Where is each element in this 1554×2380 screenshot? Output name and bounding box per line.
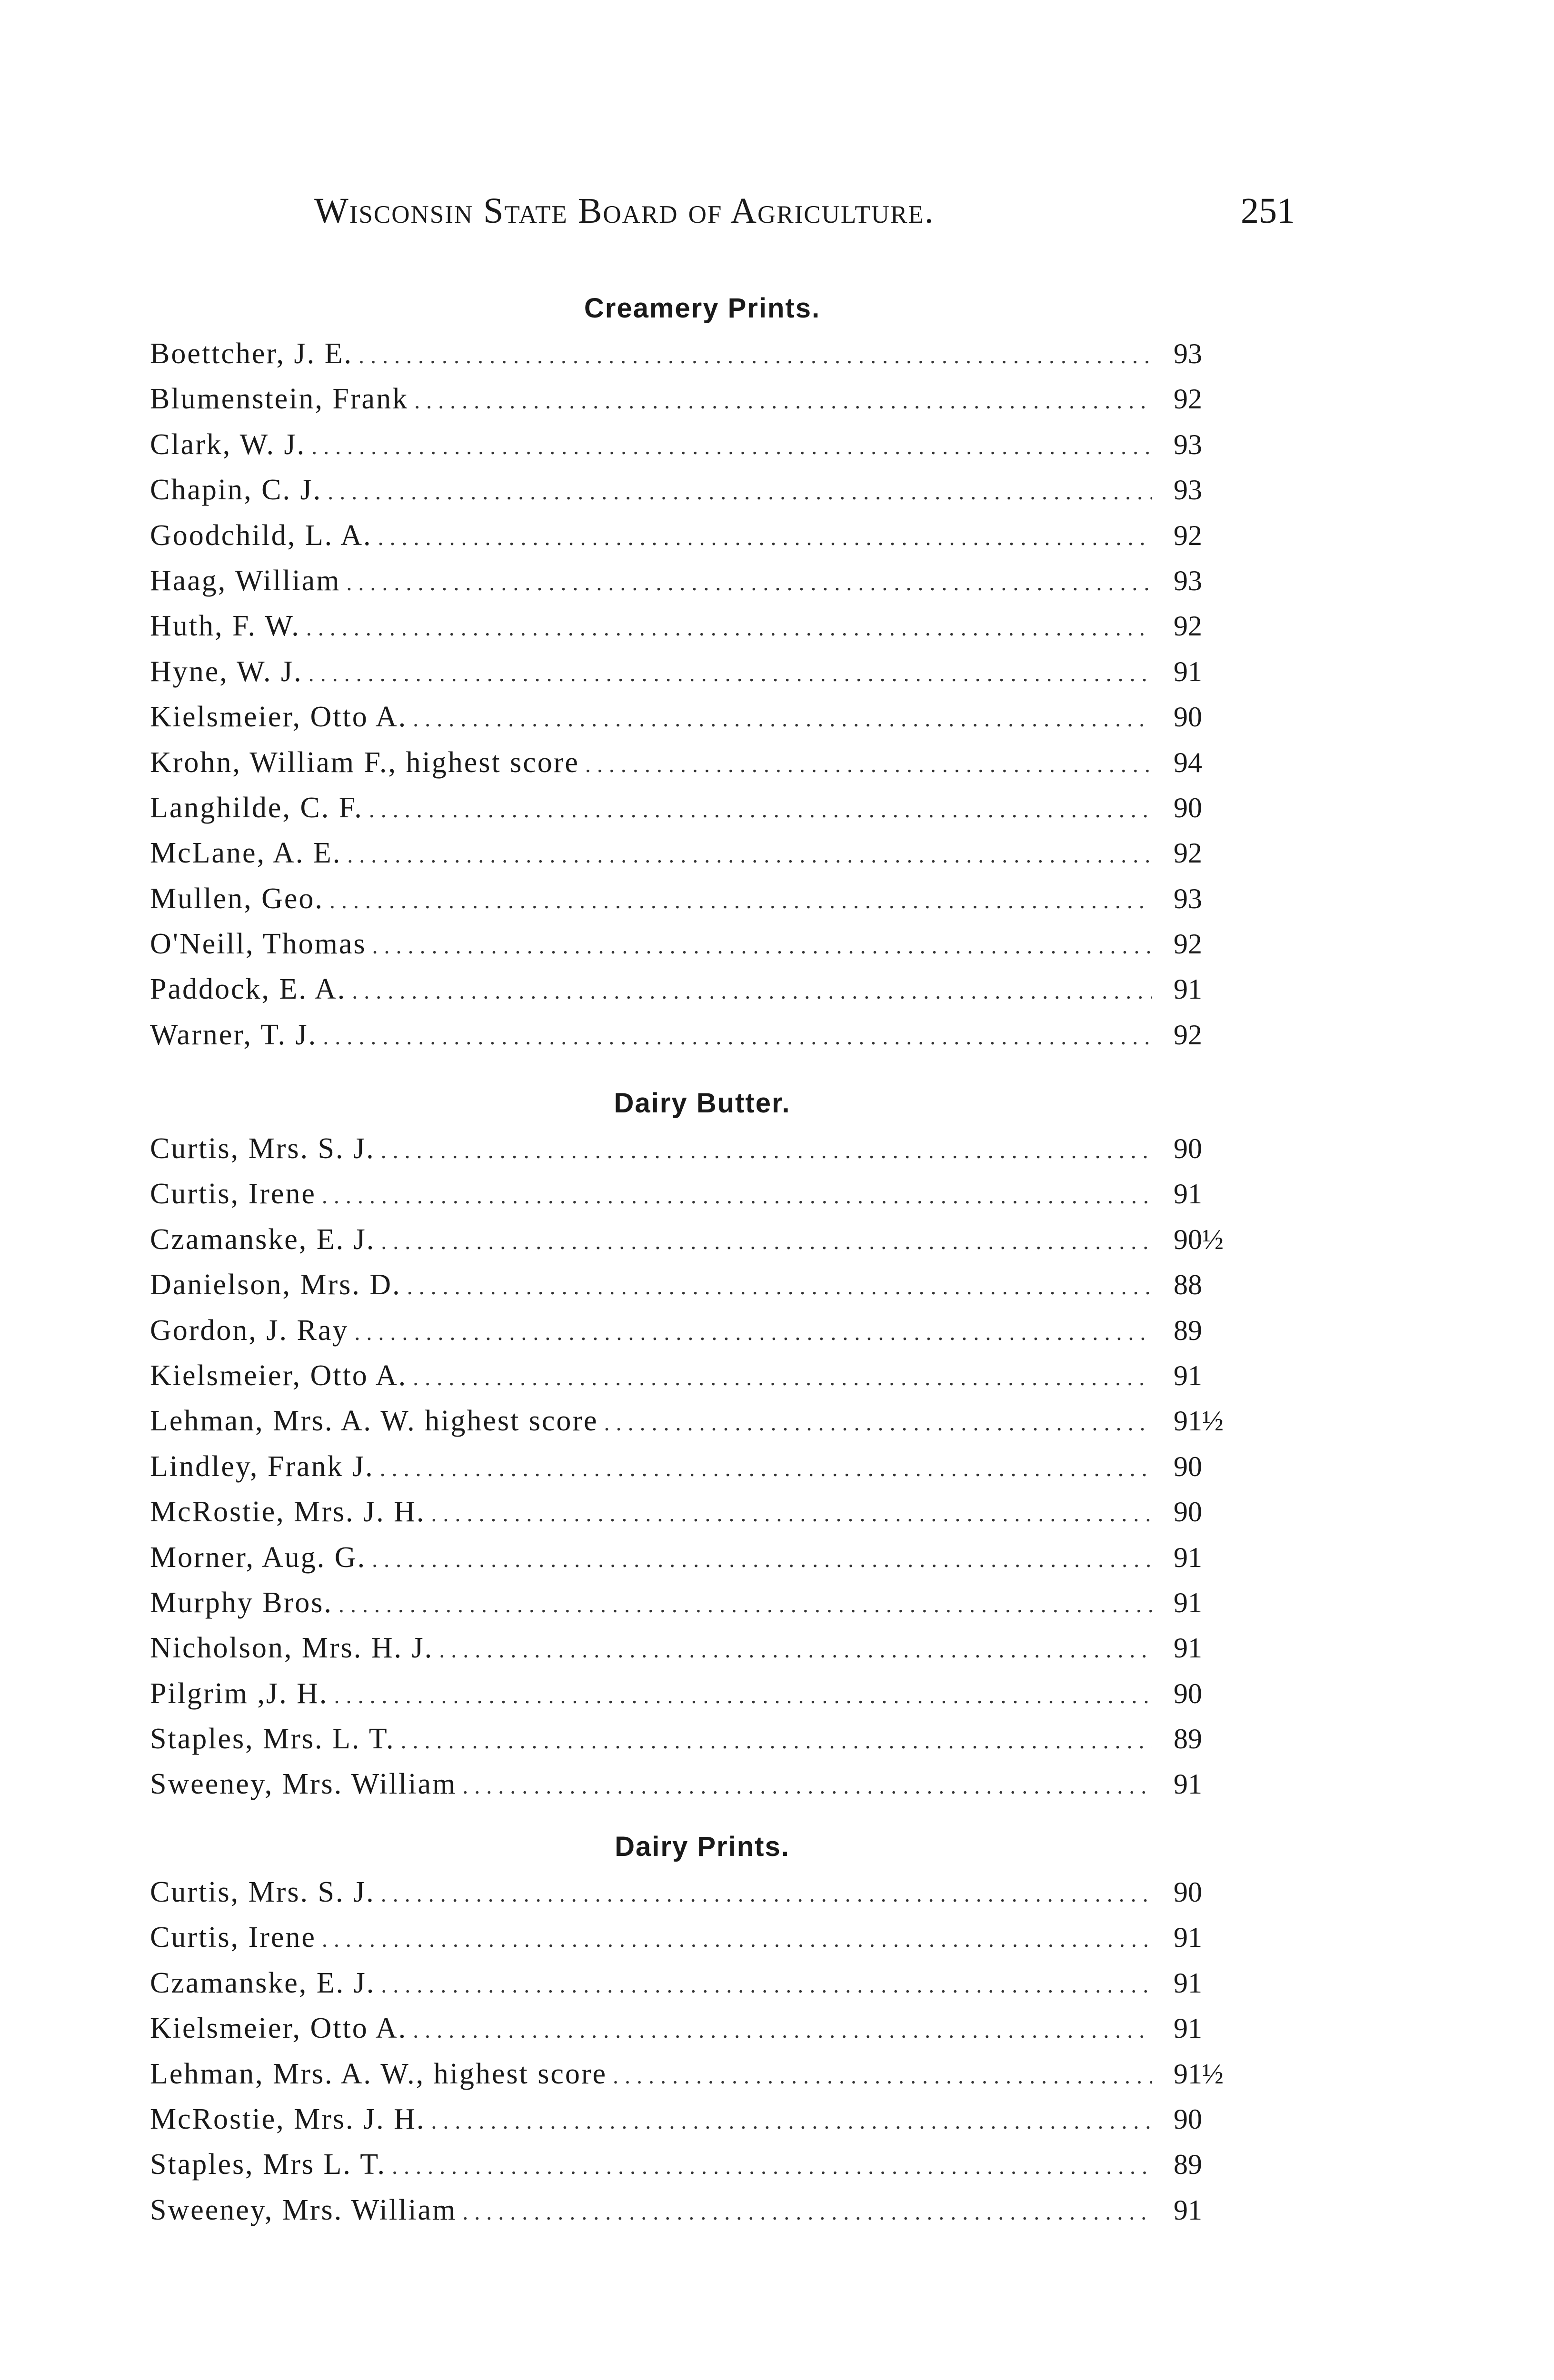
entry-score: 90 — [1174, 701, 1202, 733]
dot-leader — [346, 560, 1152, 605]
entry-name: McRostie, Mrs. J. H. — [150, 2102, 426, 2135]
entry-score: 91 — [1174, 2194, 1202, 2226]
dot-leader — [359, 333, 1152, 378]
entry-name: Czamanske, E. J. — [150, 1966, 376, 1999]
entry-score: 90 — [1174, 1677, 1202, 1709]
dot-leader — [328, 469, 1152, 515]
entry-score: 93 — [1174, 338, 1202, 369]
entry-row — [150, 1308, 1255, 1353]
entry-name: Kielsmeier, Otto A. — [150, 2012, 408, 2045]
entry-name: O'Neill, Thomas — [150, 928, 367, 961]
entry-row — [150, 922, 1255, 967]
dot-leader — [329, 878, 1152, 923]
entry-score: 91 — [1174, 973, 1202, 1005]
entry-row — [150, 377, 1255, 422]
entry-score: 90 — [1174, 792, 1202, 823]
dot-leader — [381, 1219, 1152, 1264]
dot-leader — [354, 1310, 1152, 1355]
entry-row — [150, 649, 1255, 694]
entry-name: Morner, Aug. G. — [150, 1541, 367, 1574]
entry-name: Staples, Mrs. L. T. — [150, 1723, 395, 1755]
entry-name: Kielsmeier, Otto A. — [150, 701, 408, 734]
entry-name: Huth, F. W. — [150, 610, 300, 643]
dot-leader — [431, 1491, 1152, 1537]
entry-score: 91½ — [1174, 2058, 1224, 2090]
entry-row — [150, 740, 1255, 785]
entry-row — [150, 513, 1255, 558]
dot-leader — [585, 742, 1152, 787]
entry-name: Curtis, Irene — [150, 1178, 316, 1210]
entry-row — [150, 1716, 1255, 1762]
entry-name: Curtis, Irene — [150, 1921, 316, 1954]
dot-leader — [381, 1128, 1152, 1173]
dot-leader — [309, 651, 1152, 696]
dot-leader — [352, 969, 1152, 1014]
entry-score: 93 — [1174, 474, 1202, 506]
page-number: 251 — [1241, 191, 1295, 231]
entry-name: Curtis, Mrs. S. J. — [150, 1132, 375, 1165]
entry-row — [150, 1915, 1255, 1960]
section-title: Dairy Butter. — [614, 1088, 791, 1119]
section-creamery-prints — [150, 286, 1255, 1058]
entry-row — [150, 2142, 1255, 2187]
entry-name: McRostie, Mrs. J. H. — [150, 1496, 426, 1528]
entry-score: 91 — [1174, 2013, 1202, 2044]
dot-leader — [311, 424, 1152, 469]
entry-score: 91 — [1174, 1967, 1202, 1999]
running-title: Wisconsin State Board of Agriculture. — [314, 191, 935, 231]
entry-row — [150, 422, 1255, 467]
entry-score: 91 — [1174, 1768, 1202, 1800]
entry-name: Boettcher, J. E. — [150, 337, 353, 370]
entry-score: 89 — [1174, 2149, 1202, 2181]
section-title: Dairy Prints. — [615, 1831, 790, 1862]
dot-leader — [306, 605, 1152, 651]
entry-row — [150, 1217, 1255, 1262]
entry-name: Pilgrim ,J. H. — [150, 1677, 329, 1710]
entry-name: McLane, A. E. — [150, 837, 342, 870]
entry-row — [150, 967, 1255, 1012]
entry-row — [150, 2097, 1255, 2142]
entry-score: 93 — [1174, 565, 1202, 596]
entry-name: Hyne, W. J. — [150, 655, 303, 688]
entry-row — [150, 1126, 1255, 1171]
entry-score: 88 — [1174, 1269, 1202, 1301]
page-header — [314, 190, 1295, 252]
entry-row — [150, 694, 1255, 740]
dot-leader — [439, 1627, 1152, 1673]
dot-leader — [462, 2190, 1152, 2235]
entry-name: Clark, W. J. — [150, 428, 306, 461]
dot-leader — [322, 1173, 1152, 1219]
entry-row — [150, 1961, 1255, 2006]
entry-name: Lehman, Mrs. A. W. highest score — [150, 1405, 598, 1438]
entry-score: 93 — [1174, 428, 1202, 460]
entry-row — [150, 831, 1255, 876]
entry-score: 89 — [1174, 1314, 1202, 1346]
entry-row — [150, 1580, 1255, 1626]
entry-score: 92 — [1174, 383, 1202, 415]
entry-name: Danielson, Mrs. D. — [150, 1269, 401, 1301]
entry-name: Blumenstein, Frank — [150, 383, 409, 416]
entry-name: Nicholson, Mrs. H. J. — [150, 1632, 434, 1665]
dot-leader — [401, 1718, 1152, 1764]
dot-leader — [339, 1582, 1152, 1627]
entry-row — [150, 1762, 1255, 1807]
entry-score: 90 — [1174, 1496, 1202, 1528]
entry-row — [150, 876, 1255, 922]
entry-row — [150, 1626, 1255, 1671]
entry-score: 91 — [1174, 1178, 1202, 1210]
section-dairy-butter — [150, 1081, 1255, 1807]
entry-row — [150, 2188, 1255, 2233]
entry-row — [150, 1262, 1255, 1308]
entry-name: Langhilde, C. F. — [150, 791, 363, 824]
entry-list — [150, 1126, 1255, 1807]
dot-leader — [378, 515, 1152, 560]
entry-name: Lehman, Mrs. A. W., highest score — [150, 2057, 608, 2090]
entry-score: 90 — [1174, 1876, 1202, 1908]
entry-row — [150, 331, 1255, 377]
entry-row — [150, 1171, 1255, 1217]
entry-row — [150, 558, 1255, 604]
entry-score: 91 — [1174, 1541, 1202, 1573]
dot-leader — [413, 1355, 1152, 1400]
entry-row — [150, 2052, 1255, 2097]
entry-score: 92 — [1174, 928, 1202, 960]
entry-name: Chapin, C. J. — [150, 474, 322, 506]
entry-row — [150, 1671, 1255, 1716]
entry-score: 90½ — [1174, 1223, 1224, 1255]
entry-name: Mullen, Geo. — [150, 882, 324, 915]
dot-leader — [323, 1014, 1152, 1060]
entry-name: Goodchild, L. A. — [150, 519, 372, 552]
section-dairy-prints — [150, 1824, 1255, 2233]
entry-row — [150, 604, 1255, 649]
entry-name: Czamanske, E. J. — [150, 1223, 376, 1256]
entry-name: Krohn, William F., highest score — [150, 746, 579, 779]
entry-name: Sweeney, Mrs. William — [150, 1768, 457, 1801]
dot-leader — [413, 696, 1152, 742]
entry-score: 94 — [1174, 746, 1202, 778]
entry-name: Murphy Bros. — [150, 1586, 333, 1619]
dot-leader — [407, 1264, 1152, 1309]
dot-leader — [380, 1446, 1152, 1491]
dot-leader — [392, 2144, 1152, 2189]
dot-leader — [413, 2008, 1152, 2053]
entry-name: Kielsmeier, Otto A. — [150, 1359, 408, 1392]
entry-name: Gordon, J. Ray — [150, 1314, 349, 1347]
entry-row — [150, 1489, 1255, 1535]
entry-name: Warner, T. J. — [150, 1018, 318, 1051]
dot-leader — [381, 1872, 1152, 1917]
entry-score: 92 — [1174, 1019, 1202, 1051]
entry-score: 91 — [1174, 1922, 1202, 1954]
entry-name: Staples, Mrs L. T. — [150, 2148, 387, 2181]
entry-score: 91 — [1174, 1587, 1202, 1618]
dot-leader — [334, 1673, 1152, 1718]
entry-score: 90 — [1174, 1133, 1202, 1164]
dot-leader — [613, 2053, 1152, 2099]
entry-list — [150, 331, 1255, 1058]
entry-row — [150, 1870, 1255, 1915]
entry-score: 91 — [1174, 1359, 1202, 1391]
entry-name: Haag, William — [150, 564, 341, 597]
entry-row — [150, 785, 1255, 831]
dot-leader — [381, 1963, 1152, 2008]
entry-score: 91 — [1174, 1632, 1202, 1664]
entry-score: 90 — [1174, 2103, 1202, 2135]
entry-row — [150, 1398, 1255, 1444]
entry-row — [150, 1444, 1255, 1489]
entry-score: 91 — [1174, 655, 1202, 687]
entry-row — [150, 1353, 1255, 1398]
entry-name: Curtis, Mrs. S. J. — [150, 1876, 375, 1908]
entry-score: 91½ — [1174, 1405, 1224, 1437]
entry-score: 90 — [1174, 1450, 1202, 1482]
entry-name: Lindley, Frank J. — [150, 1450, 374, 1483]
dot-leader — [369, 787, 1152, 833]
entry-score: 92 — [1174, 610, 1202, 642]
entry-row — [150, 1535, 1255, 1580]
dot-leader — [414, 378, 1152, 424]
dot-leader — [431, 2099, 1152, 2144]
entry-list — [150, 1870, 1255, 2233]
dot-leader — [604, 1400, 1152, 1446]
dot-leader — [347, 833, 1152, 878]
entry-row — [150, 467, 1255, 513]
entry-name: Paddock, E. A. — [150, 973, 347, 1006]
dot-leader — [322, 1917, 1152, 1962]
entry-score: 89 — [1174, 1723, 1202, 1755]
section-title: Creamery Prints. — [584, 293, 821, 324]
dot-leader — [372, 923, 1152, 969]
entry-score: 92 — [1174, 837, 1202, 869]
entry-score: 92 — [1174, 519, 1202, 551]
entry-name: Sweeney, Mrs. William — [150, 2193, 457, 2226]
entry-row — [150, 2006, 1255, 2051]
entry-row — [150, 1012, 1255, 1058]
dot-leader — [462, 1764, 1152, 1809]
dot-leader — [372, 1537, 1152, 1582]
entry-score: 93 — [1174, 883, 1202, 914]
